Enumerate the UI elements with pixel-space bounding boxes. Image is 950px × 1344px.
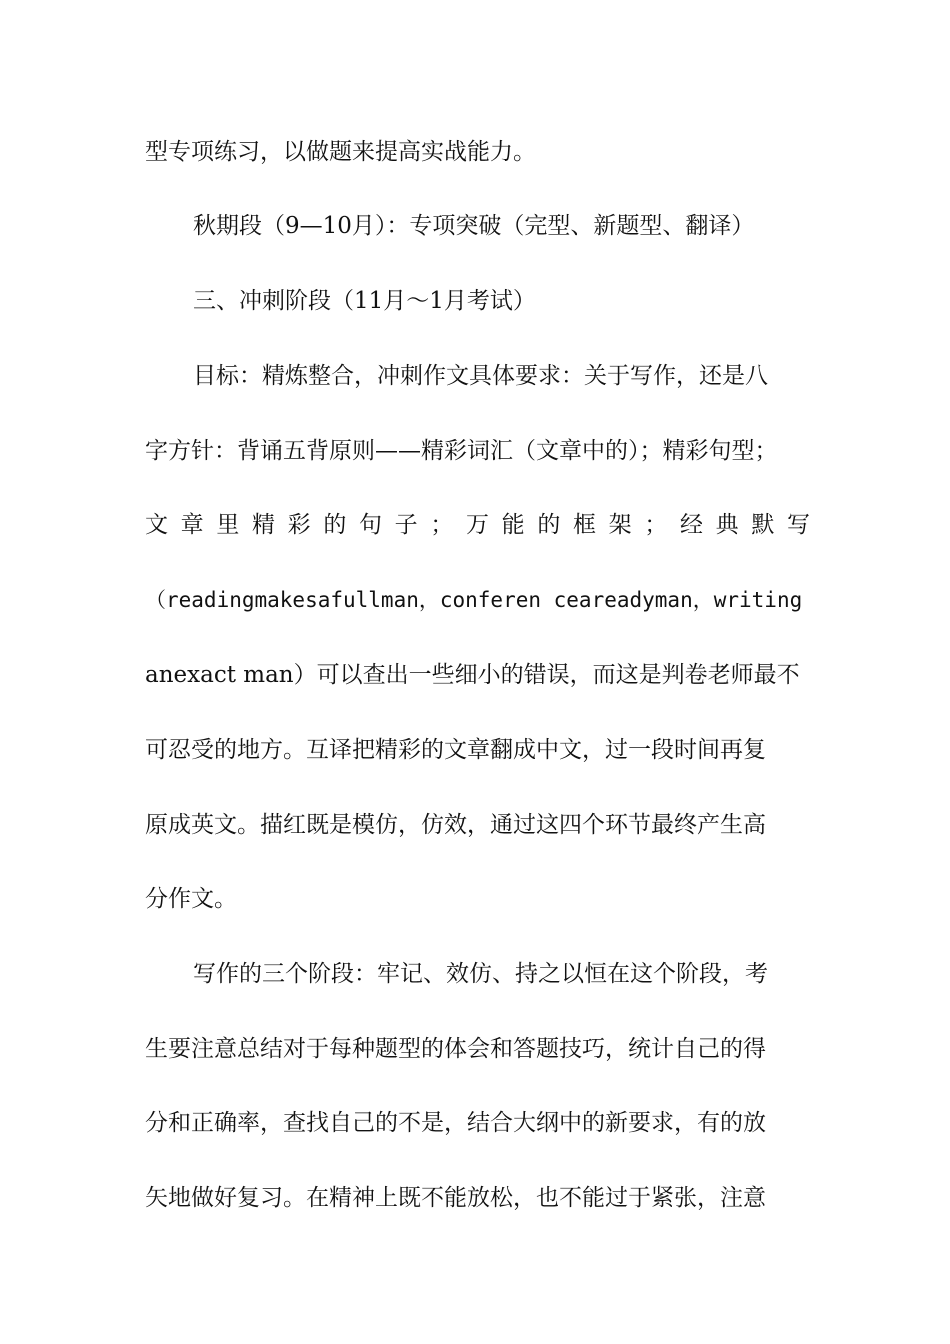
paragraph-line-6: 文章里精彩的句子；万能的框架；经典默写: [145, 512, 810, 538]
paragraph-line-5: 字方针：背诵五背原则——精彩词汇（文章中的）；精彩句型；: [145, 438, 778, 464]
paragraph-line-13: 生要注意总结对于每种题型的体会和答题技巧，统计自己的得: [145, 1036, 766, 1062]
paragraph-line-1: 型专项练习，以做题来提高实战能力。: [145, 139, 536, 165]
paragraph-line-10: 原成英文。描红既是模仿，仿效，通过这四个环节最终产生高: [145, 812, 766, 838]
paragraph-line-7: （readingmakesafullman，conferen ceareadyman，writing: [145, 588, 803, 612]
paragraph-line-8: anexact man）可以查出一些细小的错误，而这是判卷老师最不: [145, 662, 800, 688]
paragraph-line-15: 矢地做好复习。在精神上既不能放松，也不能过于紧张，注意: [145, 1185, 766, 1211]
section-heading: 三、冲刺阶段（11月～1月考试）: [193, 288, 536, 314]
paragraph-line-12: 写作的三个阶段：牢记、效仿、持之以恒在这个阶段，考: [193, 961, 768, 987]
paragraph-line-2: 秋期段（9—10月）：专项突破（完型、新题型、翻译）: [193, 213, 755, 239]
paragraph-line-9: 可忍受的地方。互译把精彩的文章翻成中文，过一段时间再复: [145, 737, 766, 763]
paragraph-line-14: 分和正确率，查找自己的不是，结合大纲中的新要求，有的放: [145, 1110, 766, 1136]
paragraph-line-4: 目标：精炼整合，冲刺作文具体要求：关于写作，还是八: [193, 363, 768, 389]
paragraph-line-11: 分作文。: [145, 886, 237, 912]
